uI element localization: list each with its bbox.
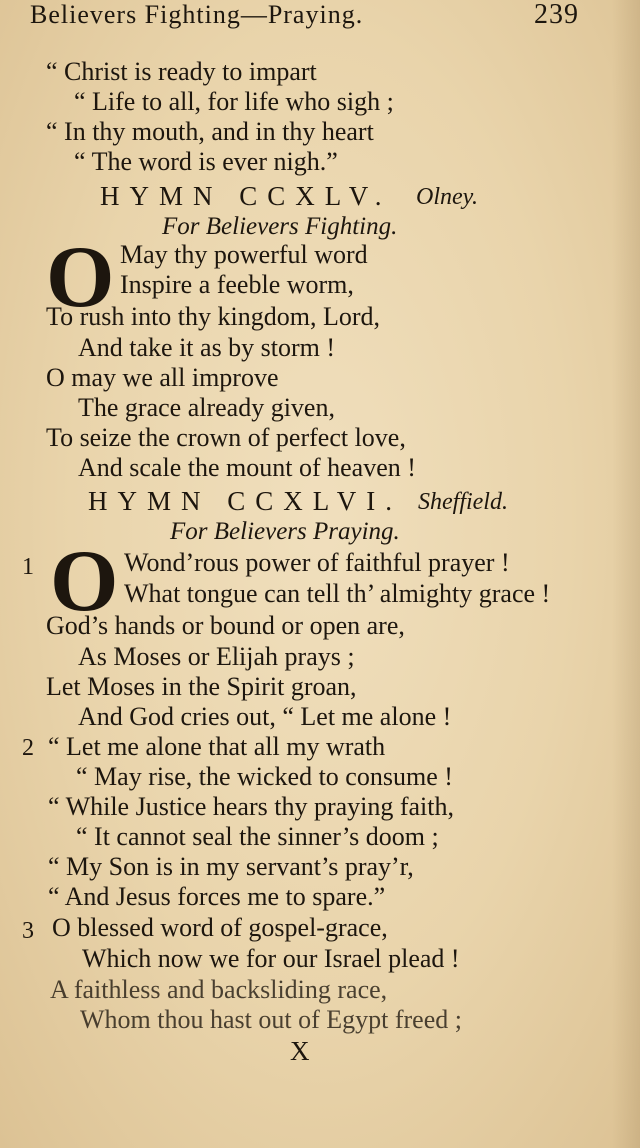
hymn-line: Let Moses in the Spirit groan, <box>46 672 357 701</box>
continuation-line: “ Christ is ready to impart <box>46 57 317 86</box>
hymn-line: “ Let me alone that all my wrath <box>48 732 386 761</box>
hymn-title: HYMN CCXLV. <box>100 181 392 211</box>
hymn-line: And take it as by storm ! <box>78 333 336 362</box>
hymn-line: As Moses or Elijah prays ; <box>78 642 355 671</box>
drop-cap: O <box>50 533 119 630</box>
hymn-tune: Olney. <box>416 184 478 210</box>
running-title: Believers Fighting—Praying. <box>30 0 364 29</box>
stanza-number: 2 <box>22 735 34 761</box>
hymn-line: “ While Justice hears thy praying faith, <box>48 792 455 821</box>
hymn-line: “ It cannot seal the sinner’s doom ; <box>76 822 439 851</box>
hymn-line: What tongue can tell th’ almighty grace ! <box>124 579 551 608</box>
hymn-subtitle: For Believers Praying. <box>170 518 400 545</box>
hymn-tune: Sheffield. <box>418 489 508 515</box>
hymn-line: O blessed word of gospel-grace, <box>52 913 388 942</box>
hymn-line: And God cries out, “ Let me alone ! <box>78 702 452 731</box>
hymn-line: Wond’rous power of faithful prayer ! <box>124 548 510 577</box>
hymn-line: The grace already given, <box>78 393 335 422</box>
drop-cap: O <box>46 229 115 326</box>
hymn-subtitle: For Believers Fighting. <box>162 213 398 240</box>
hymn-line: Inspire a feeble worm, <box>120 270 354 299</box>
stanza-number: 1 <box>22 554 34 580</box>
hymn-line: God’s hands or bound or open are, <box>46 611 405 640</box>
hymn-line: To rush into thy kingdom, Lord, <box>46 302 381 331</box>
page-number: 239 <box>534 0 579 30</box>
hymn-title: HYMN CCXLVI. <box>88 486 403 516</box>
hymn-line: “ And Jesus forces me to spare.” <box>48 882 386 911</box>
page-fold-shadow <box>612 0 640 1148</box>
hymn-line: “ May rise, the wicked to consume ! <box>76 762 453 791</box>
hymn-line: “ My Son is in my servant’s pray’r, <box>48 852 414 881</box>
continuation-line: “ Life to all, for life who sigh ; <box>74 87 394 116</box>
hymn-line: O may we all improve <box>46 363 279 392</box>
hymn-line: And scale the mount of heaven ! <box>78 453 416 482</box>
hymn-line: May thy powerful word <box>120 240 368 269</box>
continuation-line: “ In thy mouth, and in thy heart <box>46 117 374 146</box>
signature-mark: X <box>290 1036 310 1066</box>
hymn-line: Which now we for our Israel plead ! <box>82 944 460 973</box>
stanza-number: 3 <box>22 918 34 944</box>
hymn-line: To seize the crown of perfect love, <box>46 423 406 452</box>
hymn-line: Whom thou hast out of Egypt freed ; <box>80 1005 462 1034</box>
hymn-line: A faithless and backsliding race, <box>50 975 388 1004</box>
continuation-line: “ The word is ever nigh.” <box>74 147 338 176</box>
